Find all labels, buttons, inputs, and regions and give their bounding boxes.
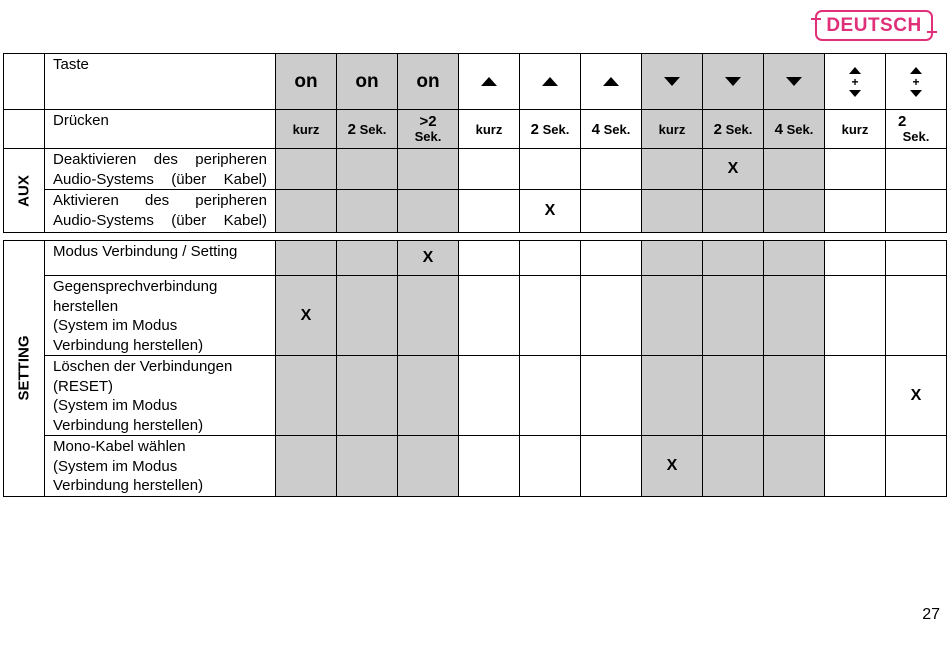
grid-cell (886, 149, 947, 190)
aux-table (3, 53, 947, 233)
row-label-line: Gegensprechverbindung (53, 278, 218, 295)
plus-sign: + (851, 74, 859, 89)
row-label (45, 190, 276, 233)
table-row (4, 241, 947, 276)
triangle-up-icon (603, 77, 619, 86)
druecken-label: Drücken (53, 112, 109, 129)
press-short-label: kurz (292, 121, 320, 137)
grid-cell (642, 149, 703, 190)
grid-cell (398, 276, 459, 356)
triangle-up-icon (481, 77, 497, 86)
grid-cell (459, 190, 520, 233)
x-mark: X (910, 386, 922, 404)
press-unit: Sek. (603, 121, 631, 137)
row-label-line: Aktivieren des peripheren (53, 192, 267, 209)
row-label (45, 149, 276, 190)
grid-cell (581, 149, 642, 190)
setting-section-label: SETTING (15, 335, 33, 401)
grid-cell (398, 149, 459, 190)
press-line (398, 114, 458, 129)
press-unit: Sek. (786, 121, 814, 137)
button-column-header (581, 54, 642, 110)
table-row (4, 356, 947, 436)
triangle-down-icon (849, 90, 861, 97)
grid-cell (337, 241, 398, 276)
taste-label-cell (45, 54, 276, 110)
grid-cell (276, 241, 337, 276)
row-label-line: Audio-Systems (über Kabel) (53, 170, 267, 188)
press-duration (276, 110, 337, 149)
grid-cell (520, 241, 581, 276)
triangle-down-icon (664, 77, 680, 86)
grid-cell (764, 356, 825, 436)
grid-cell (703, 241, 764, 276)
grid-cell (276, 276, 337, 356)
table-row (4, 436, 947, 497)
grid-cell (276, 190, 337, 233)
button-column-header (703, 54, 764, 110)
grid-cell (642, 436, 703, 497)
table-row (4, 276, 947, 356)
press-count: 2 (713, 120, 722, 138)
plus-sign: + (912, 74, 920, 89)
grid-cell (703, 190, 764, 233)
grid-cell (886, 276, 947, 356)
button-column-header (764, 54, 825, 110)
grid-cell (703, 149, 764, 190)
grid-cell (520, 356, 581, 436)
empty-cell (4, 54, 45, 110)
grid-cell (276, 356, 337, 436)
press-count: >2 (419, 113, 437, 130)
grid-cell (520, 149, 581, 190)
grid-cell (825, 149, 886, 190)
x-mark: X (422, 249, 434, 266)
grid-cell (459, 436, 520, 497)
press-unit: Sek. (542, 121, 570, 137)
grid-cell (337, 356, 398, 436)
grid-cell (581, 190, 642, 233)
press-unit: Sek. (902, 129, 930, 144)
badge-tick-right-icon (927, 31, 937, 33)
on-button-label: on (416, 70, 440, 92)
press-duration (398, 110, 459, 149)
setting-table (3, 240, 947, 497)
grid-cell (642, 356, 703, 436)
triangle-up-icon (849, 67, 861, 74)
row-label (45, 241, 276, 276)
grid-cell (398, 436, 459, 497)
grid-cell (581, 356, 642, 436)
press-duration (703, 110, 764, 149)
language-badge (815, 10, 933, 41)
press-duration (825, 110, 886, 149)
button-column-header (398, 54, 459, 110)
press-count: 4 (774, 120, 783, 138)
grid-cell (337, 190, 398, 233)
press-count: 2 (898, 113, 907, 130)
up-plus-down-icon (886, 67, 946, 97)
row-label-line: Audio-Systems (über Kabel) (53, 211, 267, 229)
row-label-line: Löschen der Verbindungen (53, 358, 233, 375)
grid-cell (764, 241, 825, 276)
grid-cell (642, 276, 703, 356)
grid-cell (886, 356, 947, 436)
triangle-down-icon (786, 77, 802, 86)
press-unit: Sek. (359, 121, 387, 137)
triangle-up-icon (910, 67, 922, 74)
row-label-line: (System im Modus (53, 397, 178, 414)
language-badge-label: DEUTSCH (826, 15, 922, 36)
grid-cell (581, 276, 642, 356)
x-mark: X (666, 456, 678, 474)
grid-cell (337, 276, 398, 356)
row-label-line: Deaktivieren des peripheren (53, 151, 267, 168)
grid-cell (459, 356, 520, 436)
x-mark: X (544, 202, 556, 219)
row-label-line: Verbindung herstellen) (53, 416, 204, 434)
grid-cell (764, 149, 825, 190)
grid-cell (459, 276, 520, 356)
grid-cell (825, 190, 886, 233)
press-duration (764, 110, 825, 149)
grid-cell (276, 436, 337, 497)
row-label (45, 356, 276, 436)
row-label-line: (System im Modus (53, 317, 178, 334)
grid-cell (886, 436, 947, 497)
triangle-down-icon (910, 90, 922, 97)
press-count: 4 (591, 120, 600, 138)
press-short-label: kurz (658, 121, 686, 137)
grid-cell (581, 241, 642, 276)
aux-section-label: AUX (15, 174, 33, 207)
row-label-line: Mono-Kabel wählen (53, 438, 186, 455)
badge-tick-left-icon (811, 18, 821, 20)
row-label-line: Verbindung herstellen) (53, 477, 204, 494)
press-short-label: kurz (841, 121, 869, 137)
grid-cell (398, 190, 459, 233)
grid-cell (459, 149, 520, 190)
grid-cell (825, 356, 886, 436)
grid-cell (642, 241, 703, 276)
grid-cell (703, 356, 764, 436)
aux-section (4, 149, 45, 233)
grid-cell (764, 276, 825, 356)
row-label-line: Verbindung herstellen) (53, 336, 204, 354)
press-count: 2 (347, 120, 356, 138)
press-duration (642, 110, 703, 149)
press-duration (520, 110, 581, 149)
page-number: 27 (922, 606, 940, 623)
grid-cell (520, 276, 581, 356)
grid-cell (337, 149, 398, 190)
grid-cell (520, 436, 581, 497)
press-duration (337, 110, 398, 149)
button-column-header (886, 54, 947, 110)
grid-cell (825, 241, 886, 276)
table-row (4, 190, 947, 233)
row-label-line: Modus Verbindung / Setting (53, 243, 238, 260)
press-line (886, 114, 946, 129)
button-column-header (520, 54, 581, 110)
press-unit: Sek. (725, 121, 753, 137)
x-mark: X (727, 160, 739, 177)
x-mark: X (300, 306, 312, 324)
row-label-line: (System im Modus (53, 457, 178, 475)
button-column-header (825, 54, 886, 110)
button-column-header (459, 54, 520, 110)
empty-cell (4, 110, 45, 149)
up-plus-down-icon (825, 67, 885, 97)
grid-cell (520, 190, 581, 233)
triangle-down-icon (725, 77, 741, 86)
row-label (45, 436, 276, 497)
grid-cell (764, 190, 825, 233)
press-duration (581, 110, 642, 149)
grid-cell (581, 436, 642, 497)
grid-cell (703, 276, 764, 356)
grid-cell (886, 190, 947, 233)
on-button-label: on (294, 70, 318, 92)
press-short-label: kurz (475, 121, 503, 137)
press-duration (886, 110, 947, 149)
table-row (4, 149, 947, 190)
grid-cell (642, 190, 703, 233)
grid-cell (825, 276, 886, 356)
row-label (45, 276, 276, 356)
press-unit: Sek. (414, 129, 442, 144)
press-duration (459, 110, 520, 149)
druecken-row (4, 110, 947, 149)
grid-cell (764, 436, 825, 497)
press-line (398, 129, 458, 144)
setting-section (4, 241, 45, 497)
triangle-up-icon (542, 77, 558, 86)
grid-cell (703, 436, 764, 497)
press-line (886, 129, 946, 144)
grid-cell (398, 356, 459, 436)
taste-row (4, 54, 947, 110)
row-label-line: (RESET) (53, 377, 113, 395)
button-column-header (337, 54, 398, 110)
grid-cell (276, 149, 337, 190)
taste-label: Taste (53, 56, 89, 73)
grid-cell (886, 241, 947, 276)
grid-cell (398, 241, 459, 276)
row-label-line: herstellen (53, 297, 119, 315)
grid-cell (337, 436, 398, 497)
press-count: 2 (530, 120, 539, 138)
button-column-header (642, 54, 703, 110)
grid-cell (459, 241, 520, 276)
druecken-label-cell (45, 110, 276, 149)
on-button-label: on (355, 70, 379, 92)
button-column-header (276, 54, 337, 110)
grid-cell (825, 436, 886, 497)
